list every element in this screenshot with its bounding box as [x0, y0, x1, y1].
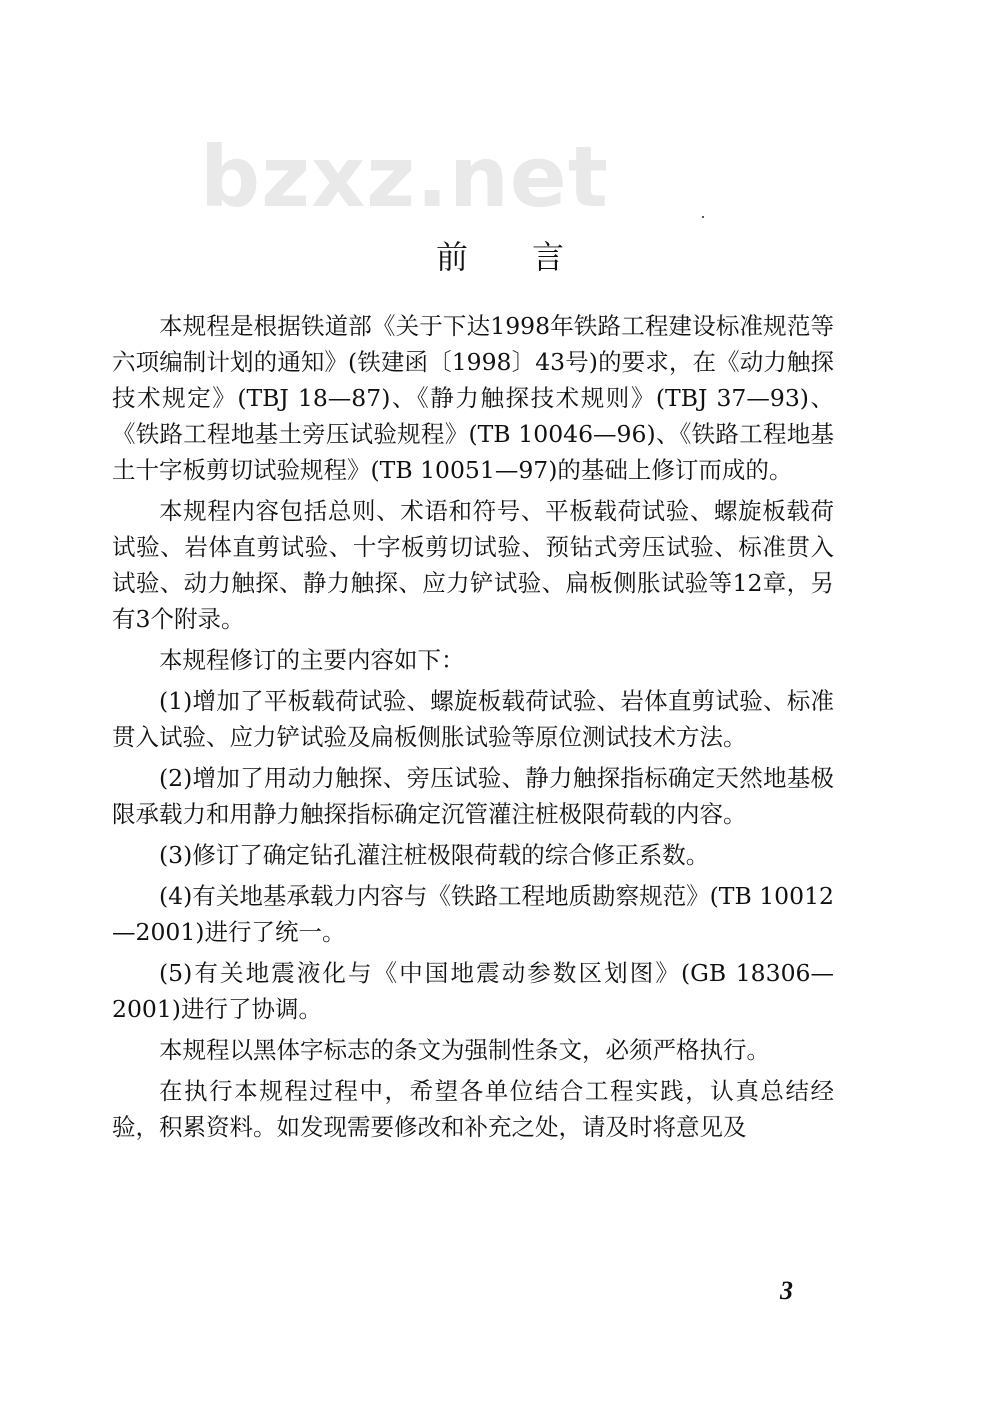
page-title: 前言 [435, 238, 628, 276]
paragraph: 本规程内容包括总则、术语和符号、平板载荷试验、螺旋板载荷试验、岩体直剪试验、十字板剪切试验、预钻式旁压试验、标准贯入试验、动力触探、静力触探、应力铲试验、扁板侧胀试验等12章，另有3个附录。 [112, 497, 834, 633]
paragraph: (3)修订了确定钻孔灌注桩极限荷载的综合修正系数。 [159, 841, 710, 869]
preface-body [112, 308, 834, 1150]
paragraph: (4)有关地基承载力内容与《铁路工程地质勘察规范》(TB 10012—2001)进行了统一。 [112, 882, 834, 946]
paragraph: 本规程修订的主要内容如下： [159, 646, 465, 674]
paragraph: (2)增加了用动力触探、旁压试验、静力触探指标确定天然地基极限承载力和用静力触探指标确定沉管灌注桩极限荷载的内容。 [112, 764, 834, 828]
paragraph: 本规程是根据铁道部《关于下达1998年铁路工程建设标准规范等六项编制计划的通知》(铁建函〔1998〕43号)的要求，在《动力触探技术规定》(TBJ 18—87)、《静力触探技术规则》(TBJ 37—93)、《铁路工程地基土旁压试验规程》(TB 10046—96)、《铁路工程地基土十字板剪切试验规程》(TB 10051—97)的基础上修订而成的。 [112, 312, 834, 484]
paragraph: (5)有关地震液化与《中国地震动参数区划图》(GB 18306—2001)进行了协调。 [112, 959, 834, 1023]
paragraph: 在执行本规程过程中，希望各单位结合工程实践，认真总结经验，积累资料。如发现需要修改和补充之处，请及时将意见及 [112, 1077, 834, 1141]
paragraph: 本规程以黑体字标志的条文为强制性条文，必须严格执行。 [159, 1036, 770, 1064]
paragraph: (1)增加了平板载荷试验、螺旋板载荷试验、岩体直剪试验、标准贯入试验、应力铲试验及扁板侧胀试验等原位测试技术方法。 [112, 687, 834, 751]
scan-speck [702, 216, 704, 218]
page-number: 3 [780, 1276, 793, 1305]
watermark: bzxz.net [200, 128, 609, 226]
